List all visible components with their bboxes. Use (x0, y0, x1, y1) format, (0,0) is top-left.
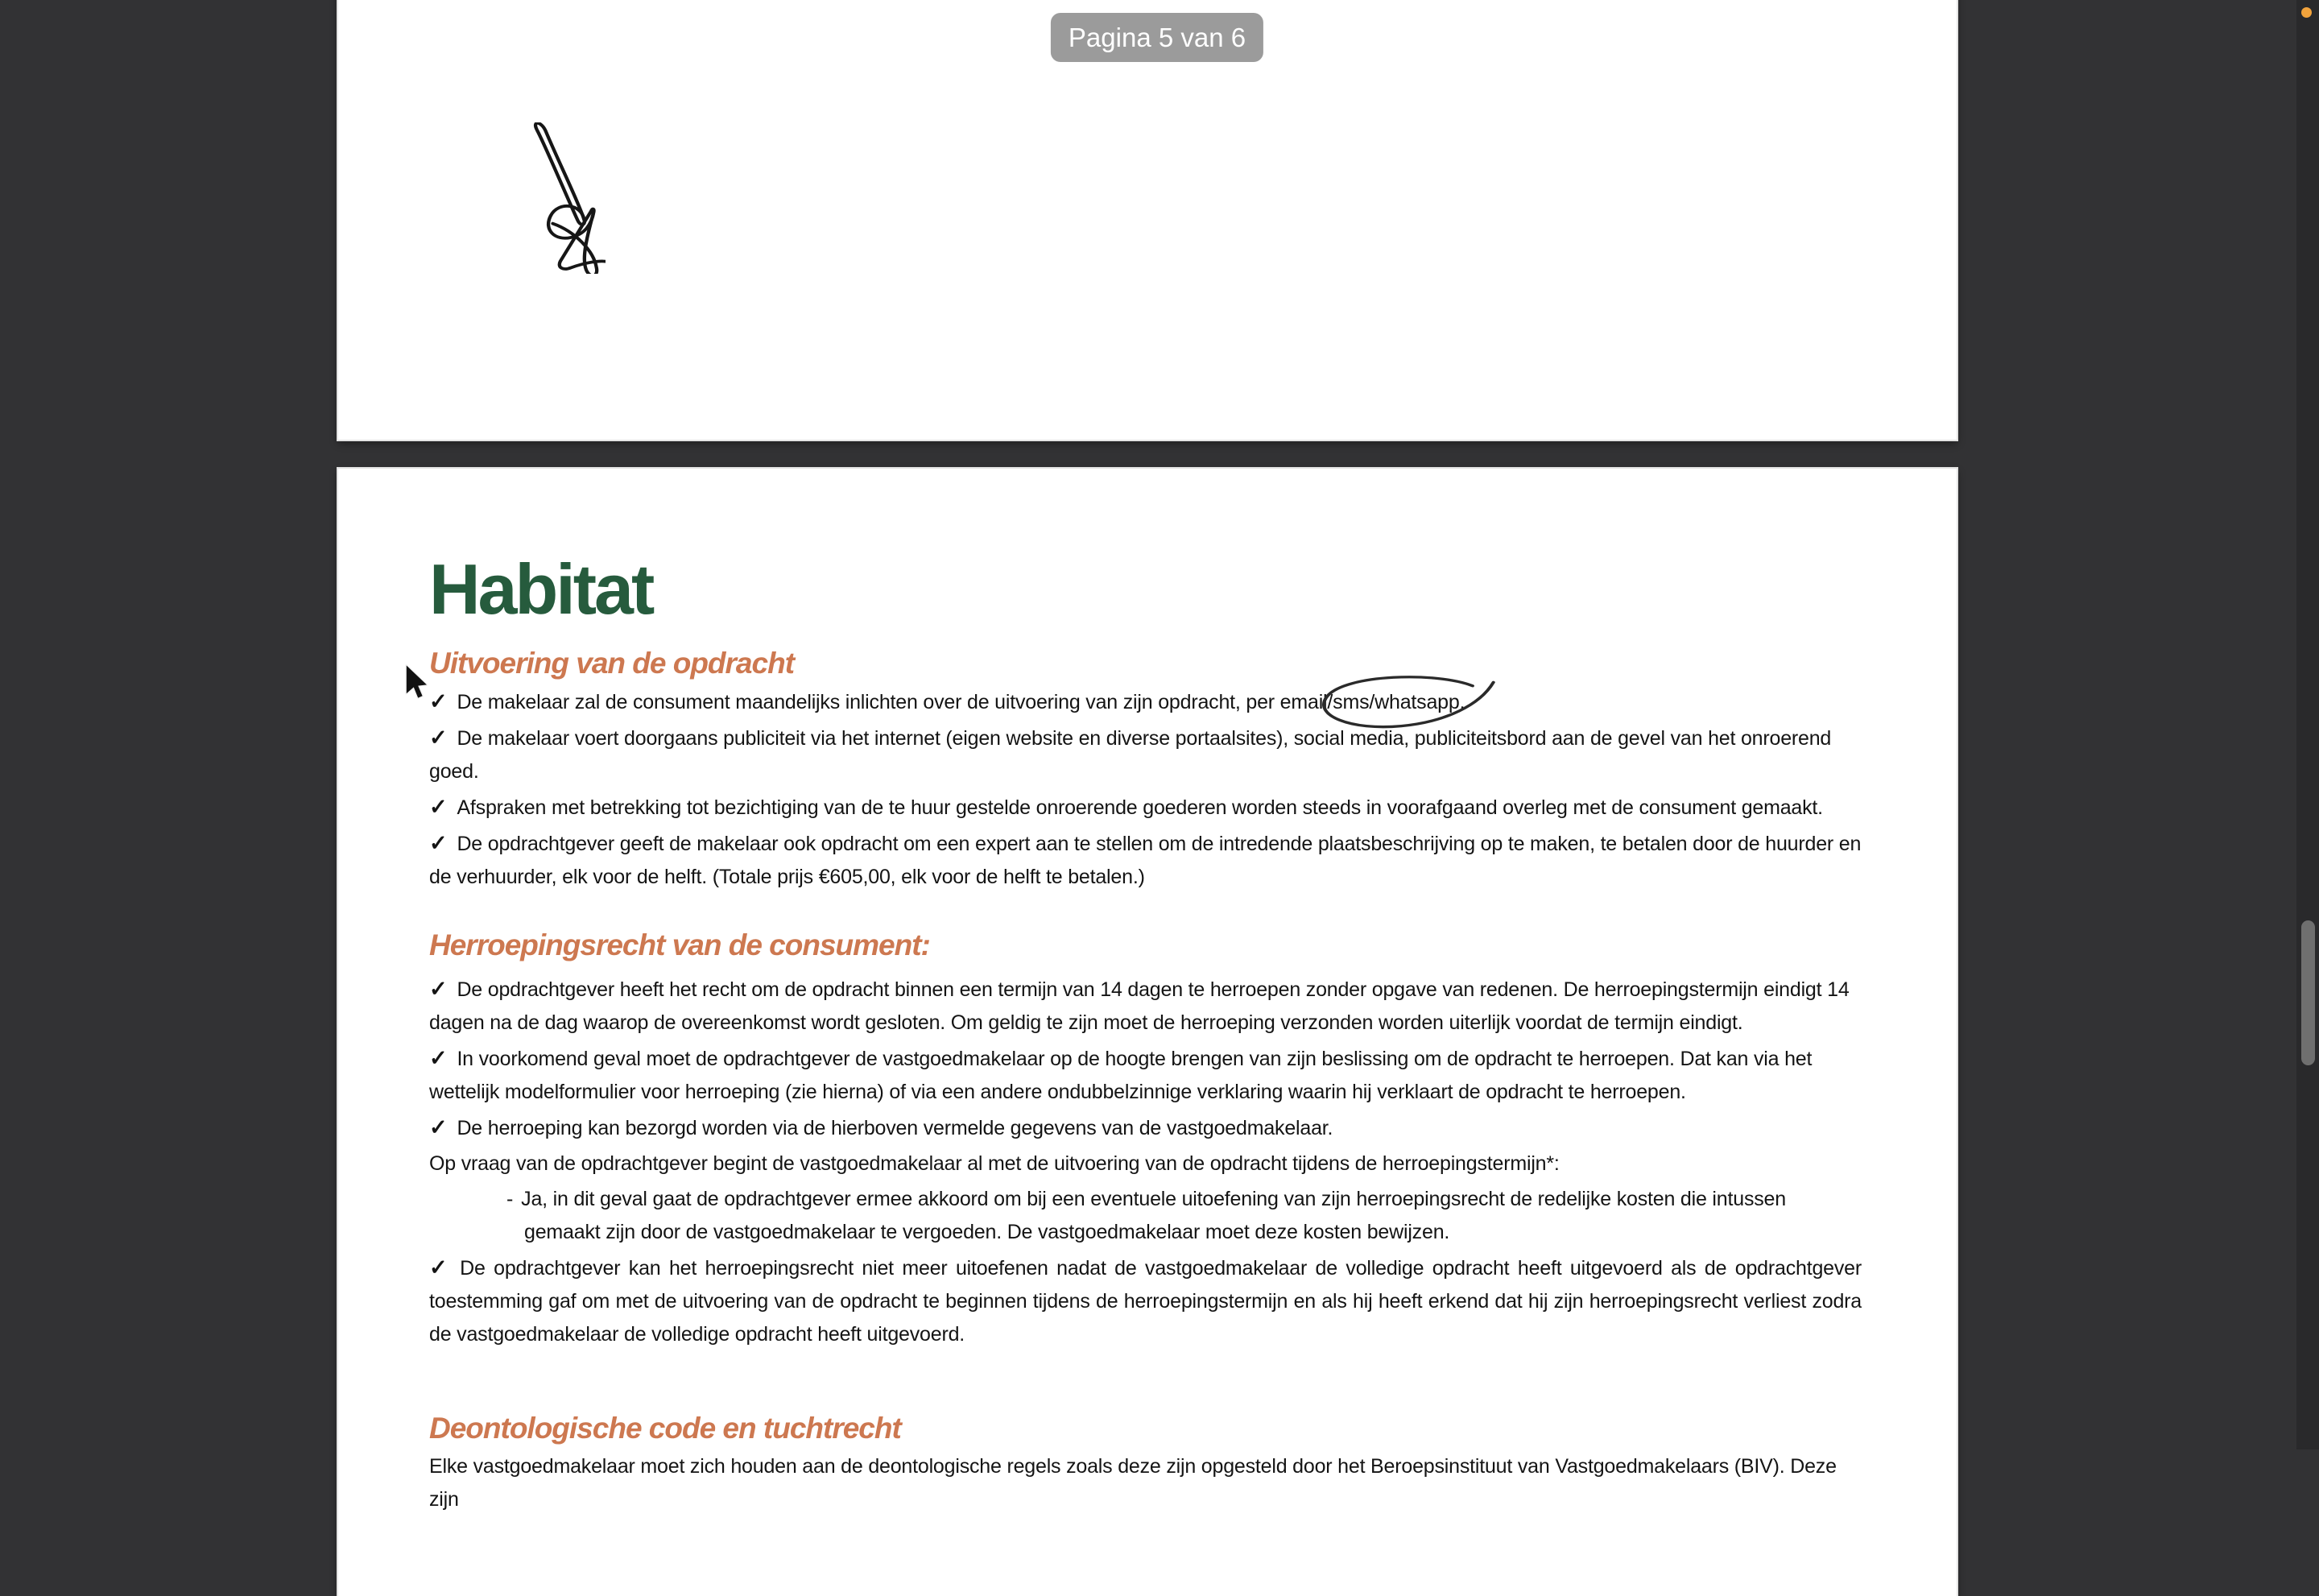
mouse-cursor-icon (403, 664, 432, 702)
bullet-text-end: . (1459, 691, 1465, 713)
section-heading-uitvoering: Uitvoering van de opdracht (429, 647, 795, 680)
bullet-item (429, 1042, 1862, 1109)
section-heading-herroepingsrecht: Herroepingsrecht van de consument: (429, 928, 930, 961)
checkmark-icon: ✓ (429, 831, 448, 855)
checkmark-icon: ✓ (429, 726, 448, 750)
bullet-text: De opdrachtgever geeft de makelaar ook opdracht om een expert aan te stellen om de intredende plaatsbeschrijving op te maken, te betalen door de huurder en de verhuurder, elk voor de helft. (Totale prijs €605,00, elk voor de helft te betalen.) (429, 833, 1862, 888)
paragraph-text: Op vraag van de opdrachtgever begint de vastgoedmakelaar al met de uitvoering van de opdracht tijdens de herroepingstermijn*: (429, 1152, 1560, 1175)
bullet-item (429, 791, 1862, 825)
recording-indicator-dot-icon (2301, 7, 2312, 18)
bullet-item (429, 722, 1862, 788)
sub-bullet-text: Ja, in dit geval gaat de opdrachtgever ermee akkoord om bij een eventuele uitoefening van zijn herroepingsrecht de redelijke kosten die intussen gemaakt zijn door de vastgoedmakelaar te vergoeden. De vastgoedmakelaar moet deze kosten bewijzen. (521, 1188, 1786, 1243)
paragraph (429, 1450, 1862, 1516)
dash-bullet: - (506, 1188, 514, 1210)
bullet-text: De makelaar voert doorgaans publiciteit via het internet (eigen website en diverse portaalsites), social media, publiciteitsbord aan de gevel van het onroerend goed. (429, 727, 1832, 783)
bullet-item (429, 1111, 1862, 1145)
bullet-text: De makelaar zal de consument maandelijks inlichten over de uitvoering van zijn opdracht, per email/ (457, 691, 1333, 713)
page-content (429, 549, 1862, 1519)
bullet-text: In voorkomend geval moet de opdrachtgever de vastgoedmakelaar op de hoogte brengen van zijn beslissing om de opdracht te herroepen. Dat kan via het wettelijk modelformulier voor herroeping (zie hierna) of via een andere ondubbelzinnige verklaring waarin hij verklaart de opdracht te herroepen. (429, 1048, 1813, 1103)
bullet-item (429, 973, 1862, 1040)
circled-text: sms/whatsapp (1333, 691, 1460, 713)
bullet-item (429, 1251, 1862, 1351)
document-page-6 (338, 469, 1957, 1596)
checkmark-icon: ✓ (429, 1255, 451, 1280)
bullet-text: De opdrachtgever kan het herroepingsrecht niet meer uitoefenen nadat de vastgoedmakelaar de volledige opdracht heeft uitgevoerd als de opdrachtgever toestemming gaf om met de uitvoering van de opdracht te beginnen tijdens de herroepingstermijn en als hij heeft erkend dat hij zijn herroepingsrecht verliest zodra de vastgoedmakelaar de volledige opdracht heeft uitgevoerd. (429, 1257, 1862, 1346)
checkmark-icon: ✓ (429, 1115, 448, 1139)
document-page-5 (338, 0, 1957, 440)
habitat-logo: Habitat (429, 549, 653, 629)
scrollbar-track[interactable] (2296, 0, 2319, 1449)
checkmark-icon: ✓ (429, 795, 448, 819)
checkmark-icon: ✓ (429, 689, 448, 713)
bullet-item (429, 827, 1862, 894)
checkmark-icon: ✓ (429, 1046, 448, 1070)
bullet-text: De opdrachtgever heeft het recht om de opdracht binnen een termijn van 14 dagen te herroepen zonder opgave van redenen. De herroepingstermijn eindigt 14 dagen na de dag waarop de overeenkomst wordt gesloten. Om geldig te zijn moet de herroeping verzonden worden uiterlijk voordat de termijn eindigt. (429, 978, 1850, 1034)
checkmark-icon: ✓ (429, 977, 448, 1001)
handwritten-circle-annotation (1333, 691, 1459, 713)
paragraph (429, 1147, 1862, 1180)
scrollbar-thumb[interactable] (2301, 920, 2315, 1065)
page-indicator-badge: Pagina 5 van 6 (1051, 13, 1263, 62)
paragraph-text: Elke vastgoedmakelaar moet zich houden aan de deontologische regels zoals deze zijn opgesteld door het Beroepsinstituut van Vastgoedmakelaars (BIV). Deze zijn (429, 1455, 1837, 1511)
sub-bullet-item (429, 1183, 1862, 1249)
bullet-text: Afspraken met betrekking tot bezichtiging van de te huur gestelde onroerende goederen worden steeds in voorafgaand overleg met de consument gemaakt. (457, 796, 1823, 819)
section-heading-deontologische-code: Deontologische code en tuchtrecht (429, 1412, 901, 1445)
bullet-item (429, 685, 1862, 719)
handwritten-signature (515, 122, 606, 274)
bullet-text: De herroeping kan bezorgd worden via de hierboven vermelde gegevens van de vastgoedmakelaar. (457, 1117, 1333, 1139)
